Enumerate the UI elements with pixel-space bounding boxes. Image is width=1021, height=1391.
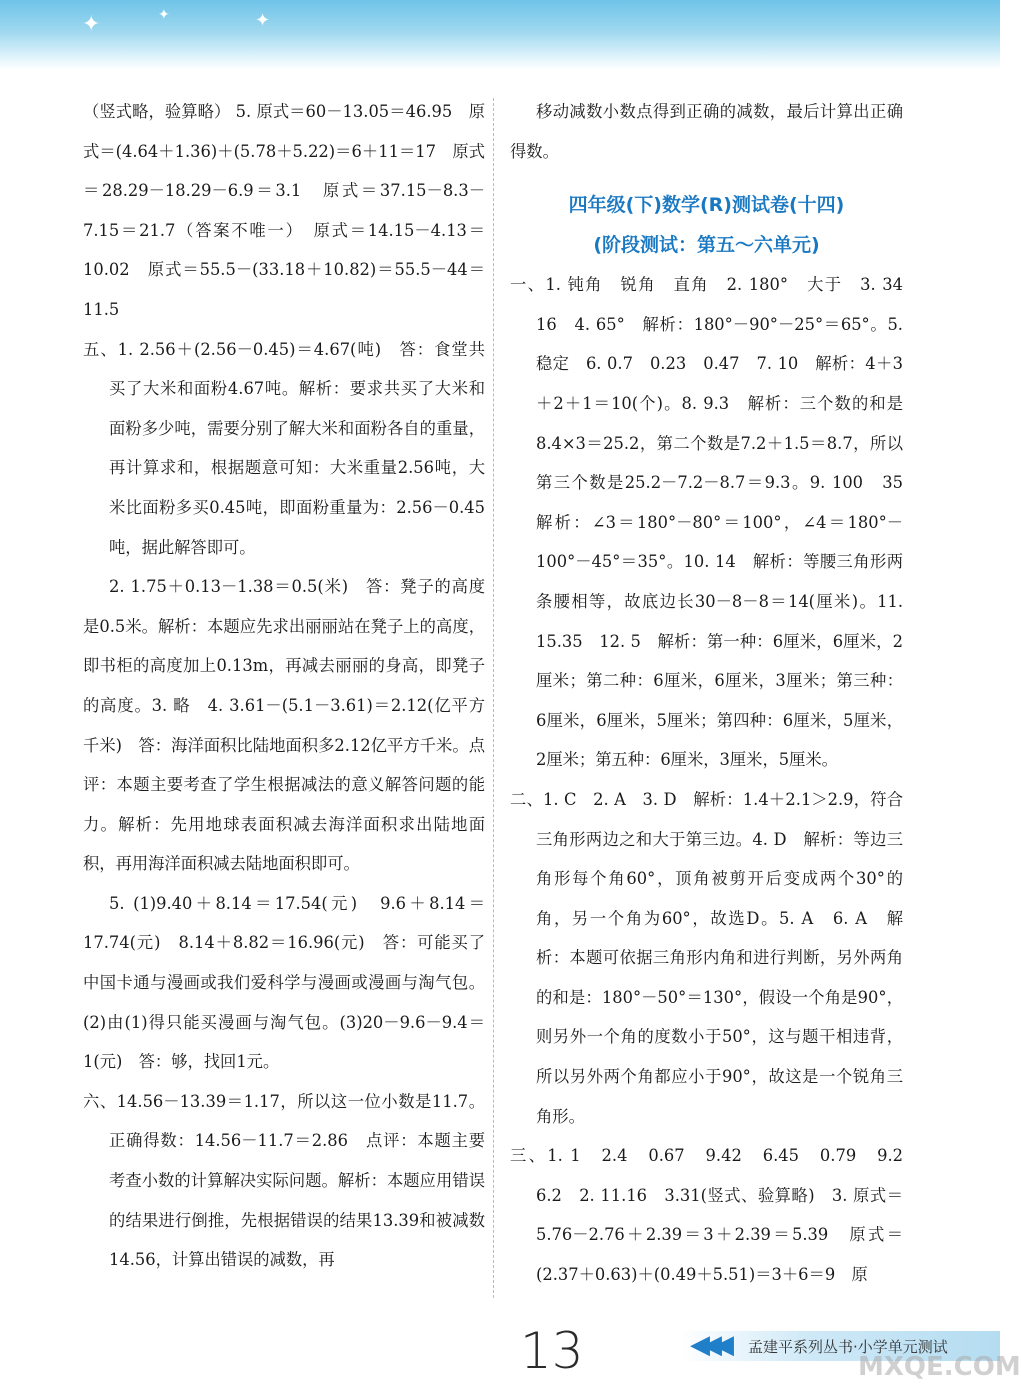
right-column	[510, 92, 920, 1295]
paragraph-section-5-q5: 5. (1)9.40＋8.14＝17.54(元) 9.6＋8.14＝17.74(元) 8.14＋8.82＝16.96(元) 答：可能买了中国卡通与漫画或我们爱科学与漫画或漫画与淘气包。(2)由(1)得只能买漫画与淘气包。(3)20－9.6－9.4＝1(元) 答：够，找回1元。	[83, 893, 485, 1072]
sparkle-icon: ✦	[158, 7, 170, 23]
paragraph-section-6: 六、14.56－13.39＝1.17，所以这一位小数是11.7。正确得数：14.56－11.7＝2.86 点评：本题主要考查小数的计算解决实际问题。解析：本题应用错误的结果进行倒推，先根据错误的结果13.39和被减数14.56，计算出错误的减数，再	[83, 1091, 485, 1270]
sparkle-icon: ✦	[255, 10, 271, 31]
watermark: MXQE.COM	[858, 1352, 1021, 1382]
test-subtitle: (阶段测试：第五～六单元)	[593, 234, 820, 257]
column-divider	[493, 98, 494, 1298]
page-number: 13	[520, 1322, 584, 1380]
sparkle-icon: ✦	[82, 12, 101, 37]
paragraph-section-5-q2-4: 2. 1.75＋0.13－1.38＝0.5(米) 答：凳子的高度是0.5米。解析：本题应先求出丽丽站在凳子上的高度，即书柜的高度加上0.13m，再减去丽丽的身高，即凳子的高度。3. 略 4. 3.61－(5.1－3.61)＝2.12(亿平方千米) 答：海洋面积比陆地面积多2.12亿平方千米。点评：本题主要考查了学生根据减法的意义解答问题的能力。解析：先用地球表面积减去海洋面积求出陆地面积，再用海洋面积减去陆地面积即可。	[83, 577, 485, 874]
double-arrow-icon: ◀◀◀	[690, 1330, 726, 1360]
paragraph-section-4-tail: （竖式略，验算略） 5. 原式＝60－13.05＝46.95 原式＝(4.64＋1.36)＋(5.78＋5.22)＝6＋11＝17 原式＝28.29－18.29－6.9＝3.1 原式＝37.15－8.3－7.15＝21.7（答案不唯一） 原式＝14.15－4.13＝10.02 原式＝55.5－(33.18＋10.82)＝55.5－44＝11.5	[83, 102, 485, 319]
series-name: 孟建平系列丛书·小学单元测试	[748, 1338, 948, 1356]
paragraph-continued: 移动减数小数点得到正确的减数，最后计算出正确得数。	[510, 102, 903, 161]
paragraph-section-5-q1: 五、1. 2.56＋(2.56－0.45)＝4.67(吨) 答：食堂共买了大米和面粉4.67吨。解析：要求共买了大米和面粉多少吨，需要分别了解大米和面粉各自的重量，再计算求和，根据题意可知：大米重量2.56吨，大米比面粉多买0.45吨，即面粉重量为：2.56－0.45吨，据此解答即可。	[83, 339, 485, 557]
paragraph-part-2: 二、1. C 2. A 3. D 解析：1.4＋2.1＞2.9，符合三角形两边之和大于第三边。4. D 解析：等边三角形每个角60°，顶角被剪开后变成两个30°的角，另一个角为60°，故选D。5. A 6. A 解析：本题可依据三角形内角和进行判断，另外两角的和是：180°－50°＝130°，假设一个角是90°，则另外一个角的度数小于50°，这与题干相违背，所以另外两个角都应小于90°，故这是一个锐角三角形。	[510, 789, 903, 1126]
test-title: 四年级(下)数学(R)测试卷(十四)	[568, 194, 845, 217]
paragraph-part-3: 三、1. 1 2.4 0.67 9.42 6.45 0.79 9.2 6.2 2. 11.16 3.31(竖式、验算略) 3. 原式＝5.76－2.76＋2.39＝3＋2.39＝5.39 原式＝(2.37＋0.63)＋(0.49＋5.51)＝3＋6＝9 原	[510, 1146, 920, 1285]
left-column	[83, 92, 485, 1280]
paragraph-part-1: 一、1. 钝角 锐角 直角 2. 180° 大于 3. 34 16 4. 65° 解析：180°－90°－25°＝65°。5. 稳定 6. 0.7 0.23 0.47 7. 10 解析：4＋3＋2＋1＝10(个)。8. 9.3 解析：三个数的和是8.4×3＝25.2，第二个数是7.2＋1.5＝8.7，所以第三个数是25.2－7.2－8.7＝9.3。9. 100 35 解析：∠3＝180°－80°＝100°，∠4＝180°－100°－45°＝35°。10. 14 解析：等腰三角形两条腰相等，故底边长30－8－8＝14(厘米)。11. 15.35 12. 5 解析：第一种：6厘米，6厘米，2厘米；第二种：6厘米，6厘米，3厘米；第三种：6厘米，6厘米，5厘米；第四种：6厘米，5厘米，2厘米；第五种：6厘米，3厘米，5厘米。	[510, 275, 920, 770]
top-decorative-band	[0, 0, 1000, 70]
